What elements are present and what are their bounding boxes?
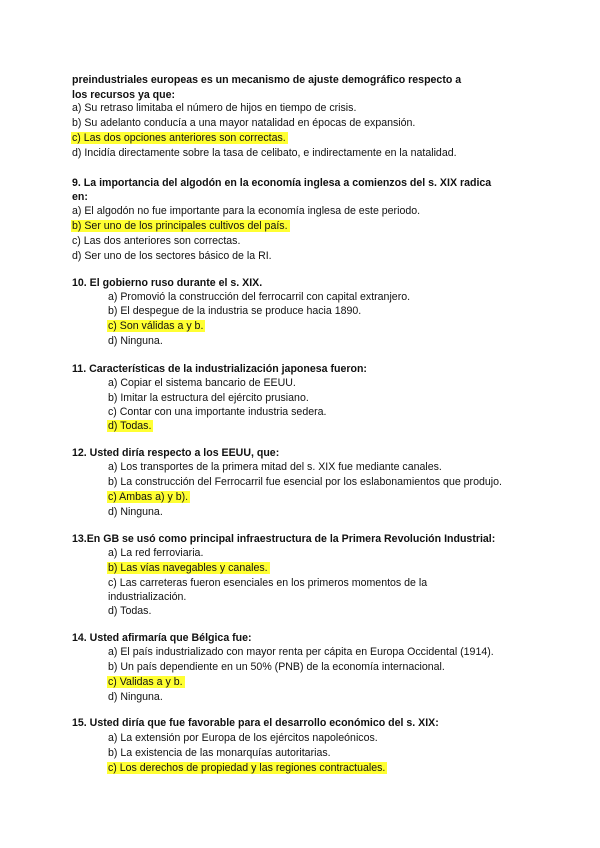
answer-option-highlighted: c) Las dos opciones anteriores son correctas. [72, 132, 286, 144]
question-text: preindustriales europeas es un mecanismo de ajuste demográfico respecto a [72, 74, 462, 86]
answer-option-highlighted: c) Ambas a) y b). [108, 491, 189, 503]
question-text: 12. Usted diría respecto a los EEUU, que: [72, 447, 280, 459]
answer-option: a) El país industrializado con mayor renta per cápita en Europa Occidental (1914). [108, 646, 494, 658]
question-text: 14. Usted afirmaría que Bélgica fue: [72, 632, 252, 644]
question-text: 13.En GB se usó como principal infraestructura de la Primera Revolución Industrial: [72, 533, 496, 545]
question-text: 11. Características de la industrialización japonesa fueron: [72, 363, 367, 375]
answer-option: b) El despegue de la industria se produce hacia 1890. [108, 305, 362, 317]
answer-option: c) Contar con una importante industria sedera. [108, 406, 327, 418]
answer-option: a) Los transportes de la primera mitad del s. XIX fue mediante canales. [108, 461, 442, 473]
answer-option: b) Imitar la estructura del ejército prusiano. [108, 392, 309, 404]
answer-option: b) La construcción del Ferrocarril fue esencial por los eslabonamientos que produjo. [108, 476, 502, 488]
answer-option: a) La red ferroviaria. [108, 547, 204, 559]
answer-option: b) Un país dependiente en un 50% (PNB) de la economía internacional. [108, 661, 445, 673]
question-text: 15. Usted diría que fue favorable para el desarrollo económico del s. XIX: [72, 717, 439, 729]
answer-option: c) Las carreteras fueron esenciales en los primeros momentos de la [108, 577, 428, 589]
answer-option: d) Ser uno de los sectores básico de la RI. [72, 250, 272, 262]
answer-option: b) La existencia de las monarquías autoritarias. [108, 747, 331, 759]
answer-option-highlighted: c) Son válidas a y b. [108, 320, 204, 332]
answer-option: a) Su retraso limitaba el número de hijos en tiempo de crisis. [72, 102, 357, 114]
answer-option-highlighted: b) Las vías navegables y canales. [108, 562, 268, 574]
answer-option-highlighted: c) Los derechos de propiedad y las regiones contractuales. [108, 762, 386, 774]
answer-option: d) Todas. [108, 605, 152, 617]
question-text: en: [72, 191, 88, 203]
question-text: 9. La importancia del algodón en la economía inglesa a comienzos del s. XIX radica [72, 177, 492, 189]
question-text: los recursos ya que: [72, 89, 176, 101]
question-text: 10. El gobierno ruso durante el s. XIX. [72, 277, 263, 289]
answer-option: b) Su adelanto conducía a una mayor natalidad en épocas de expansión. [72, 117, 416, 129]
answer-option: a) Promovió la construcción del ferrocarril con capital extranjero. [108, 291, 411, 303]
answer-option: d) Incidía directamente sobre la tasa de celibato, e indirectamente en la natalidad. [72, 147, 457, 159]
answer-option-highlighted: b) Ser uno de los principales cultivos del país. [72, 220, 288, 232]
answer-option-highlighted: c) Validas a y b. [108, 676, 183, 688]
answer-option-continuation: industrialización. [108, 591, 187, 603]
answer-option: a) La extensión por Europa de los ejércitos napoleónicos. [108, 732, 378, 744]
answer-option: a) Copiar el sistema bancario de EEUU. [108, 377, 296, 389]
answer-option: c) Las dos anteriores son correctas. [72, 235, 241, 247]
answer-option: d) Ninguna. [108, 506, 163, 518]
answer-option-highlighted: d) Todas. [108, 420, 152, 432]
answer-option: d) Ninguna. [108, 335, 163, 347]
answer-option: d) Ninguna. [108, 691, 163, 703]
answer-option: a) El algodón no fue importante para la economía inglesa de este periodo. [72, 205, 421, 217]
